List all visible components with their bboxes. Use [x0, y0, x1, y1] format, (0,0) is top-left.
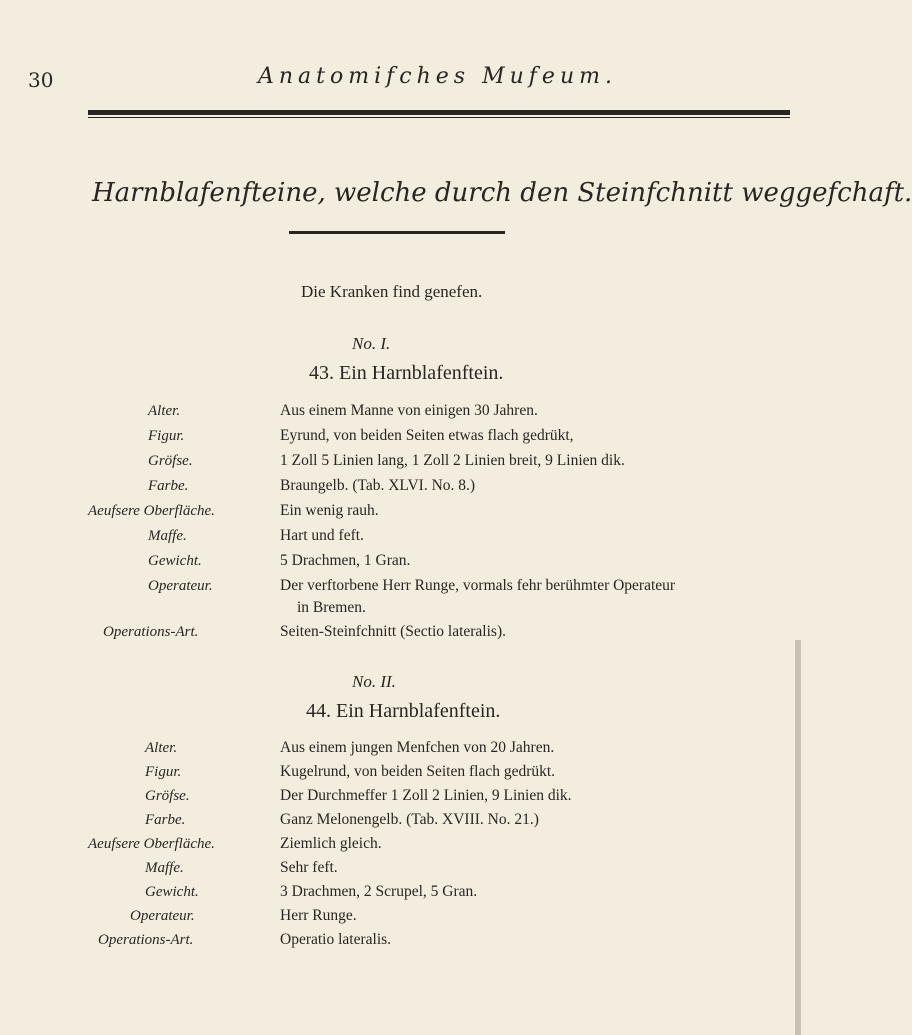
field-value: Der verftorbene Herr Runge, vormals fehr berühmter Operateur: [280, 577, 676, 594]
title-divider: [289, 231, 505, 234]
running-title: Anatomifches Mufeum.: [258, 64, 617, 89]
field-value: Der Durchmeffer 1 Zoll 2 Linien, 9 Linien dik.: [280, 787, 572, 804]
field-value: Aus einem Manne von einigen 30 Jahren.: [280, 402, 538, 419]
page-edge-shadow: [795, 640, 801, 1035]
field-label: Gewicht.: [145, 884, 199, 900]
field-label: Operateur.: [130, 908, 195, 924]
entry-number: No. II.: [352, 672, 396, 691]
field-value: Operatio lateralis.: [280, 931, 392, 948]
field-value: Aus einem jungen Menfchen von 20 Jahren.: [280, 739, 555, 756]
field-value: Sehr feft.: [280, 859, 338, 876]
field-label: Maffe.: [145, 860, 184, 876]
page-number: 30: [28, 68, 54, 92]
field-value: Eyrund, von beiden Seiten etwas flach gedrükt,: [280, 427, 574, 444]
field-value: Herr Runge.: [280, 907, 357, 924]
field-label: Alter.: [145, 740, 178, 756]
field-value: 3 Drachmen, 2 Scrupel, 5 Gran.: [280, 883, 478, 900]
intro-line: Die Kranken find genefen.: [301, 282, 483, 301]
field-label: Aeufsere Oberfläche.: [88, 836, 215, 852]
field-value: 5 Drachmen, 1 Gran.: [280, 552, 411, 569]
header-rule-thin: [88, 117, 790, 118]
entry-heading: 44. Ein Harnblafenftein.: [306, 700, 501, 722]
header-rule: [88, 110, 790, 115]
field-label: Operateur.: [148, 578, 213, 594]
entry-heading: 43. Ein Harnblafenftein.: [309, 362, 504, 384]
field-label: Gewicht.: [148, 553, 202, 569]
field-label: Farbe.: [145, 812, 186, 828]
field-label: Maffe.: [148, 528, 187, 544]
entry-number: No. I.: [352, 334, 391, 353]
section-title: Harnblafenfteine, welche durch den Steinfchnitt weggefchaft.: [92, 178, 912, 208]
field-value: Hart und feft.: [280, 527, 364, 544]
field-value: Ziemlich gleich.: [280, 835, 382, 852]
field-value: Braungelb. (Tab. XLVI. No. 8.): [280, 477, 476, 494]
field-label: Gröfse.: [148, 453, 193, 469]
field-label: Figur.: [145, 764, 182, 780]
field-value: Ein wenig rauh.: [280, 502, 379, 519]
field-label: Operations-Art.: [103, 624, 199, 640]
field-value: Kugelrund, von beiden Seiten flach gedrükt.: [280, 763, 556, 780]
field-label: Farbe.: [148, 478, 189, 494]
field-label: Aeufsere Oberfläche.: [88, 503, 215, 519]
field-value: Seiten-Steinfchnitt (Sectio lateralis).: [280, 623, 506, 640]
field-label: Figur.: [148, 428, 185, 444]
field-value: 1 Zoll 5 Linien lang, 1 Zoll 2 Linien breit, 9 Linien dik.: [280, 452, 625, 469]
field-label: Alter.: [148, 403, 181, 419]
field-value-continued: in Bremen.: [297, 599, 366, 616]
field-label: Operations-Art.: [98, 932, 194, 948]
field-label: Gröfse.: [145, 788, 190, 804]
field-value: Ganz Melonengelb. (Tab. XVIII. No. 21.): [280, 811, 539, 828]
